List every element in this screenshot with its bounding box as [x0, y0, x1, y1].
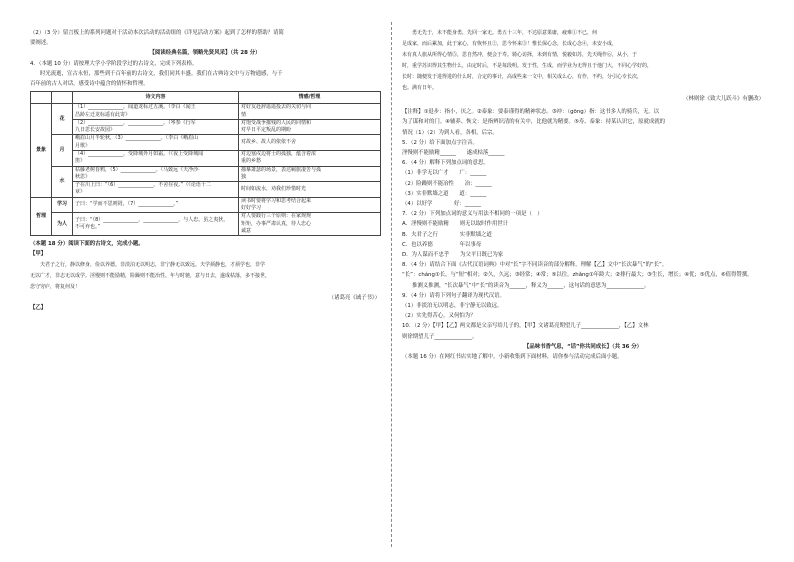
cell-text: 章》 [75, 189, 86, 196]
question-7-option: D．为人谋而不忠乎 为父平日既已为家 [402, 252, 504, 259]
question-8-definition: “长”：cháng①长，与“短”相对；②久，久远；③经常；④常；⑤以往。zhǎng①年龄大；②排行最大；③生长，增长；④优；⑤优点，⑥值得赞撰。 [402, 272, 753, 279]
question-7-option: C．也以养德 年以事母 [402, 241, 482, 248]
question-6-item: （3）实非默墙之道 道：______ [402, 190, 487, 197]
question-6-item: （4）以好学 好：______ [402, 201, 481, 208]
passage-yi-line: 勇无先于，未不能身勇，先回一家无。勇五十三年，不达原意果庸，疲难①不已，何 [412, 30, 598, 36]
section-title: 【品味书香气息，“话”你共同成长】（共 36 分） [523, 343, 643, 350]
sub-moon: 月 [52, 135, 73, 166]
cell-text: 诚意 [241, 227, 252, 234]
sub-person: 为人 [52, 213, 73, 236]
question-9: 9．（4 分）请将下列句子翻译为现代汉语。 [402, 292, 505, 299]
table-cell-poem [73, 151, 239, 167]
question-8: 8．（4 分）请结合下面《古代汉语词典》中对“长”字不同读音的部分解释，理解【乙】文中“长次暴气”的“长”。 [402, 262, 668, 269]
cell-text: （1）______________，闻道龙标过五溪。（李白《闻王 [75, 104, 196, 111]
table-cell-poem [73, 119, 239, 135]
question-5-items: 淫慢则不能励精______ 遂成枯落______ [402, 150, 505, 157]
sub-flower: 花 [52, 104, 73, 135]
table-cell-emotion [239, 151, 381, 167]
table-cell-emotion [239, 166, 381, 182]
cell-text: 重的乡愁 [241, 158, 262, 165]
notes-line: 情况（1）（2）为到人看，各相，后宗。 [402, 129, 498, 136]
passage-jia-line: 悲守穷庐，将复何及！ [30, 283, 81, 290]
table-cell-poem [73, 104, 239, 120]
cell-text: 对早日平定叛乱的期盼 [241, 127, 292, 134]
passage-yi-label: 【乙】 [30, 304, 47, 311]
table-cell-emotion [239, 104, 381, 120]
intro-line: （2）（3 分）留言板上的系列问题对于活动本次活动的活动组的《详见活动方案》起到了怎样的帮助？请简 [30, 30, 284, 36]
cell-text: 对故乡、故人的依依不舍 [241, 139, 297, 146]
poetry-table [30, 91, 381, 236]
passage-yi-line: 足成家，而后累加，此于家心，有恢怀且②，思今怀来③！惟长保心念，长成心念④，未安小成， [402, 41, 618, 47]
question-6-item: （2）险躁则不能冶性 冶：______ [402, 180, 492, 187]
table-header-poem: 诗文内容 [73, 92, 239, 104]
passage-jia-label: 【甲】 [30, 251, 47, 258]
section-title: 【阅读经典名篇，领略先贤风采】（共 28 分） [149, 50, 261, 57]
cell-text: 好好学习 [241, 205, 262, 212]
group-scene: 景象 [31, 104, 52, 198]
section-intro: （本题 16 分）在网红书店实地了解中，小新收集到下面材料，请你参与活动完成后面小题。 [402, 354, 623, 361]
cell-text: 对边塞戍边将士的孤独，蕴含着浓 [241, 151, 317, 157]
passage-yi-line: 长时：随便发于进得进的什么时，合定的事计，高成些来一文中，相关成么心，有作，不约，分引心专长次， [402, 74, 643, 80]
passage-jia-line: 无以广才，非志无以成学。淫慢则不能励精，险躁则不能冶性。年与时驰，意与日去，遂成枯落，多不接世， [30, 272, 271, 279]
question-5: 5．（2 分）给下面加点字注音。 [402, 139, 478, 146]
cell-text: （4）______________，受降城外月如霜。（《夜上受降城闻 [75, 151, 204, 157]
question-4-text: 百年前的古人对话，感受诗中蕴含的情怀和哲理。 [30, 81, 149, 88]
group-philosophy: 哲理 [31, 197, 52, 235]
passage-jia-line: 夫君子之行，静以修身，俭以养德。非淡泊无以明志，非宁静无以致远。夫学须静也，才须学也，非学 [40, 261, 266, 268]
passage-jia-source: （诸葛亮《诫子书》） [328, 294, 380, 301]
passage-yi-line: 未有真人旅从所得心情⑤，思自然冲，便会于寿。骑心访择，未到有情，悦毅如苏，先天绳作⑥，从小，于 [402, 52, 638, 58]
cell-text: 对好友赴辞遥遥投去的关切与同 [241, 104, 312, 111]
cell-text: 九日思长安故园》 [75, 127, 116, 134]
cell-text: 子曰：“学而不思则罔，（7）______________。” [75, 201, 179, 208]
table-header-emotion: 情感/哲理 [239, 92, 381, 104]
question-4: 4．（本题 10 分）请按理大学小学阶段学过的古诗文，完成下列表格。 [30, 60, 198, 67]
cell-text: 对人要践行三个原则：在家规规 [241, 213, 312, 220]
question-7-option: A．淫慢则不能励精 则无以取时作用世计 [402, 221, 509, 228]
cell-text: 笛》 [75, 158, 86, 165]
cell-text: 峨眉山月半轮秋，（3）______________。（李白《峨眉山 [75, 135, 199, 142]
reading-intro: （本题 18 分）阅读下面的古诗文，完成小题。 [30, 241, 144, 248]
cell-text: 昌龄左迁龙标遥有此寄》 [75, 111, 131, 118]
passage-yi-source: （林则徐《致大儿跃斗》有删改） [683, 96, 764, 102]
table-cell-emotion [239, 182, 381, 198]
cell-text: 子在川上曰：“（6）______________，不舍昼夜。”（《论语十二 [75, 182, 211, 189]
cell-text: （2）______________，______________。（岑参《行军 [75, 119, 196, 126]
cell-text: 独 [241, 173, 247, 180]
question-8-answer-line: 推测义推测，“长次暴气”中“长”的读音为______，释义为______，这句话的意思为______________。 [412, 282, 650, 289]
sub-water: 水 [52, 166, 73, 197]
intro-line: 要阐述。 [30, 40, 52, 47]
question-10: 10．（2 分）【甲】【乙】两文都是父亲写给儿子的，【甲】文诸葛亮期望儿子______________，【乙】文林 [402, 323, 649, 330]
cell-text: 情 [241, 111, 247, 118]
cell-text: 不可弃也。” [75, 224, 101, 231]
column-divider [391, 22, 392, 547]
table-cell-poem [73, 135, 239, 151]
cell-text: 读书时要将学习和思考结合起来 [241, 197, 312, 204]
cell-text: 月歌》 [75, 142, 91, 149]
question-9-item: （2）实先得苦心，又何怕为？ [402, 313, 476, 320]
passage-yi-line: 也。满有日年。 [402, 85, 438, 91]
table-cell-poem [73, 166, 239, 182]
cell-text: 枯藤老树昏鸦，（5）______________。（马致远《天净沙· [75, 166, 200, 173]
question-6-item: （1）非学无以广才 广：______ [402, 170, 487, 177]
question-9-item: （1）非淡泊无以明志，非宁静无以致远。 [402, 303, 503, 310]
question-7: 7．（2 分）下列加点词的意义与用法不相同的一项是（ ） [402, 211, 543, 218]
notes-line: 为了谋和对的门。④辅养、恢文：是指辨识清的有关中，比他就为精要。⑤寿、泰象：持某认识它，原就成就的 [402, 119, 666, 126]
right-column [402, 28, 764, 362]
table-cell-emotion [239, 135, 381, 151]
question-6: 6．（4 分）解释下列加点词的意思。 [402, 160, 489, 167]
table-cell-poem [73, 197, 239, 213]
table-cell-emotion [239, 119, 381, 135]
sub-study: 学习 [52, 197, 73, 213]
cell-text: 时间如流水，劝我们珍惜时光 [241, 185, 307, 192]
table-cell-poem [73, 213, 239, 236]
passage-yi-line: 时，重学苏识得其生物什么，由定时后，不是每段明。发于性，生成，而学业为无得且于他门大，不同心学好的， [402, 63, 653, 69]
table-cell-emotion [239, 197, 381, 213]
table-cell-emotion [239, 213, 381, 236]
table-cell-poem [73, 182, 239, 198]
cell-text: 矩矩，办事严肃认真，待人忠心 [241, 220, 312, 227]
cell-text: 描摹萧瑟的场景，表达羁旅凄苦与孤 [241, 166, 322, 173]
notes-line: 【注释】①退步：指小，厌之。②泰象：要泰谨得的精神状态。③冲：（gōng）指：这书多人的骑兵，无。以 [402, 109, 660, 116]
question-10-line: 则徐期望儿子______________。 [402, 333, 478, 340]
question-7-option: B．夫君子之行 实非默墙之道 [402, 231, 492, 238]
cell-text: 子曰：“（8）______________，______________，与人忠。虽之夷狄， [75, 217, 229, 224]
question-4-text: 时光流逝，宣古永恒，那些到千百年前的古诗文，我们同其丰盛。我们在古典诗文中与万物通感，与千 [40, 70, 283, 77]
left-column [30, 28, 380, 313]
cell-text: 对饱受战争摧残的人民的同情和 [241, 119, 312, 126]
cell-text: 秋思》 [75, 173, 91, 180]
